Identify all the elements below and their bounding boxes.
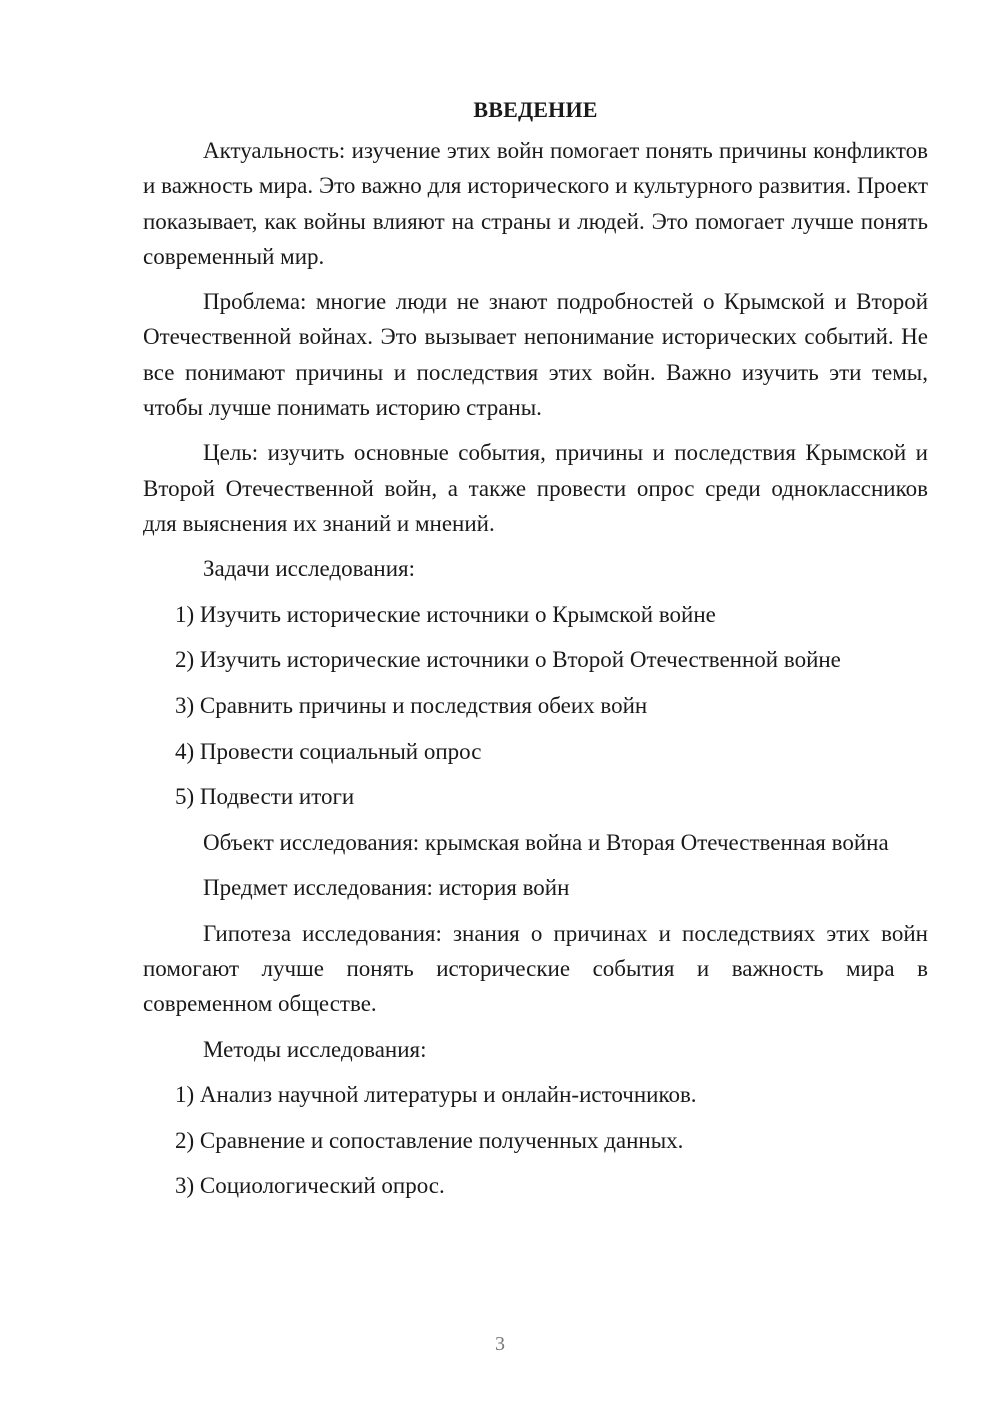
list-item: 1) Анализ научной литературы и онлайн-источников.: [175, 1082, 697, 1108]
page-number: 3: [495, 1333, 505, 1355]
list-item: 3) Социологический опрос.: [175, 1173, 445, 1199]
tasks-heading: Задачи исследования:: [203, 556, 416, 582]
document-page: [143, 92, 928, 1214]
hypothesis-paragraph: Гипотеза исследования: знания о причинах и последствиях этих войн помогают лучше понять исторические события и важность мира в современном обществе.: [143, 920, 928, 1017]
methods-list: [143, 1077, 928, 1203]
list-item: 2) Изучить исторические источники о Второй Отечественной войне: [175, 647, 841, 673]
tasks-list: [143, 597, 928, 815]
subject-paragraph: Предмет исследования: история войн: [203, 875, 570, 901]
goal-paragraph: Цель: изучить основные события, причины и последствия Крымской и Второй Отечественной войн, а также провести опрос среди одноклассников для выяснения их знаний и мнений.: [143, 440, 928, 536]
relevance-paragraph: Актуальность: изучение этих войн помогает понять причины конфликтов и важность мира. Это важно для исторического и культурного развития. Проект показывает, как войны влияют на страны и людей. Это помогает лучше понять современный мир.: [143, 138, 928, 269]
list-item: 2) Сравнение и сопоставление полученных данных.: [175, 1127, 684, 1153]
list-item: 1) Изучить исторические источники о Крымской войне: [175, 601, 716, 627]
list-item: 3) Сравнить причины и последствия обеих войн: [175, 693, 648, 719]
object-paragraph: Объект исследования: крымская война и Вторая Отечественная война: [203, 829, 889, 855]
page-title: ВВЕДЕНИЕ: [473, 97, 598, 122]
list-item: 4) Провести социальный опрос: [175, 738, 482, 764]
list-item: 5) Подвести итоги: [175, 784, 355, 810]
problem-paragraph: Проблема: многие люди не знают подробностей о Крымской и Второй Отечественной войнах. Это вызывает непонимание исторических событий. Не все понимают причины и последствия этих войн. Важно изучить эти темы, чтобы лучше понимать историю страны.: [143, 289, 928, 421]
methods-heading: Методы исследования:: [203, 1036, 427, 1062]
